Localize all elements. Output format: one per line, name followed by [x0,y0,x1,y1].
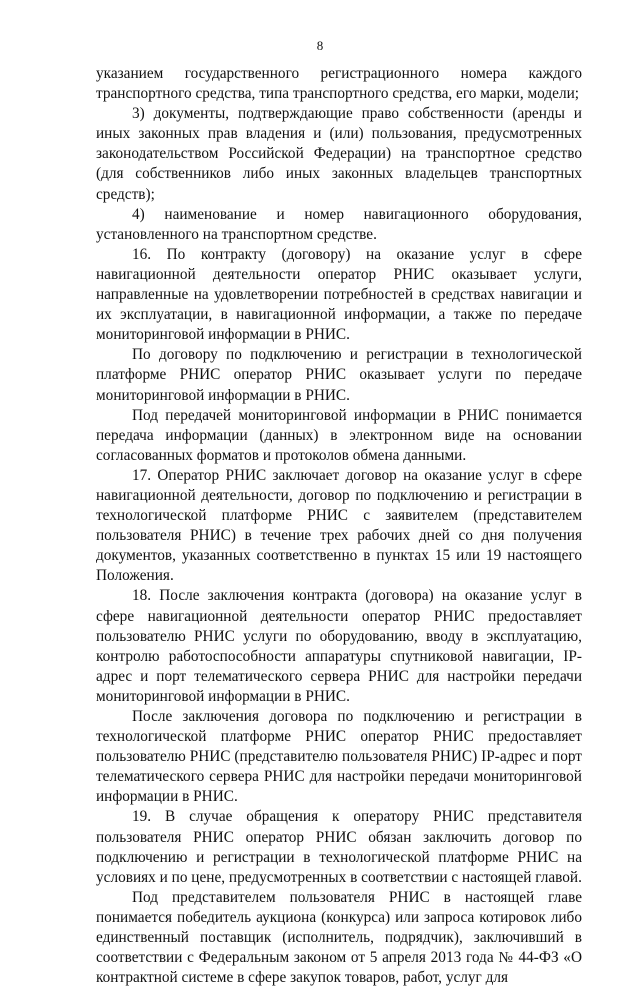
paragraph-vehicle-details: указанием государственного регистрационного номера каждого транспортного средства, типа транспортного средства, его марки, модели; [96,65,582,103]
paragraph-item-4-navigation-equipment: 4) наименование и номер навигационного оборудования, установленного на транспортном средстве. [96,205,582,243]
paragraph-representative-definition: Под представителем пользователя РНИС в настоящей главе понимается победитель аукциона (конкурса) или запроса котировок либо единственный поставщик (исполнитель, подрядчик), заключивший в соответствии с Федеральным законом от 5 апреля 2013 года № 44-ФЗ «О контрактной системе в сфере закупок товаров, работ, услуг для [96,888,582,987]
paragraph-clause-17: 17. Оператор РНИС заключает договор на оказание услуг в сфере навигационной деятельности, договор по подключению и регистрации в технологической платформе РНИС с заявителем (представителем пользователя РНИС) в течение трех рабочих дней со дня получения документов, указанных соответственно в пунктах 15 или 19 настоящего Положения. [96,466,582,585]
paragraph-data-transfer-definition: Под передачей мониторинговой информации в РНИС понимается передача информации (данных) в электронном виде на основании согласованных форматов и протоколов обмена данными. [96,406,582,464]
paragraph-item-3-ownership-documents: 3) документы, подтверждающие право собственности (аренды и иных законных прав владения и (или) пользования, предусмотренных законодательством Российской Федерации) на транспортное средство (для собственников либо иных законных владельцев транспортных средств); [96,105,582,203]
document-body [96,64,582,988]
paragraph-clause-16: 16. По контракту (договору) на оказание услуг в сфере навигационной деятельности оператор РНИС оказывает услуги, направленные на удовлетворении потребностей в средствах навигации и их эксплуатации, в навигационной информации, а также по передаче мониторинговой информации в РНИС. [96,245,582,344]
paragraph-ip-address-provision: После заключения договора по подключению и регистрации в технологической платформе РНИС оператор РНИС предоставляет пользователю РНИС (представителю пользователя РНИС) IP-адрес и порт телематического сервера РНИС для настройки передачи мониторинговой информации в РНИС. [96,708,582,806]
page-number: 8 [316,38,324,53]
paragraph-connection-agreement: По договору по подключению и регистрации в технологической платформе РНИС оператор РНИС оказывает услуги по передаче мониторинговой информации в РНИС. [96,346,582,404]
paragraph-clause-19: 19. В случае обращения к оператору РНИС представителя пользователя РНИС оператор РНИС обязан заключить договор по подключению и регистрации в технологической платформе РНИС на условиях и по цене, предусмотренных в соответствии с настоящей главой. [96,808,582,886]
paragraph-clause-18: 18. После заключения контракта (договора) на оказание услуг в сфере навигационной деятельности оператор РНИС предоставляет пользователю РНИС услуги по оборудованию, вводу в эксплуатацию, контролю работоспособности аппаратуры спутниковой навигации, IP-адрес и порт телематического сервера РНИС для настройки передачи мониторинговой информации в РНИС. [96,587,582,705]
